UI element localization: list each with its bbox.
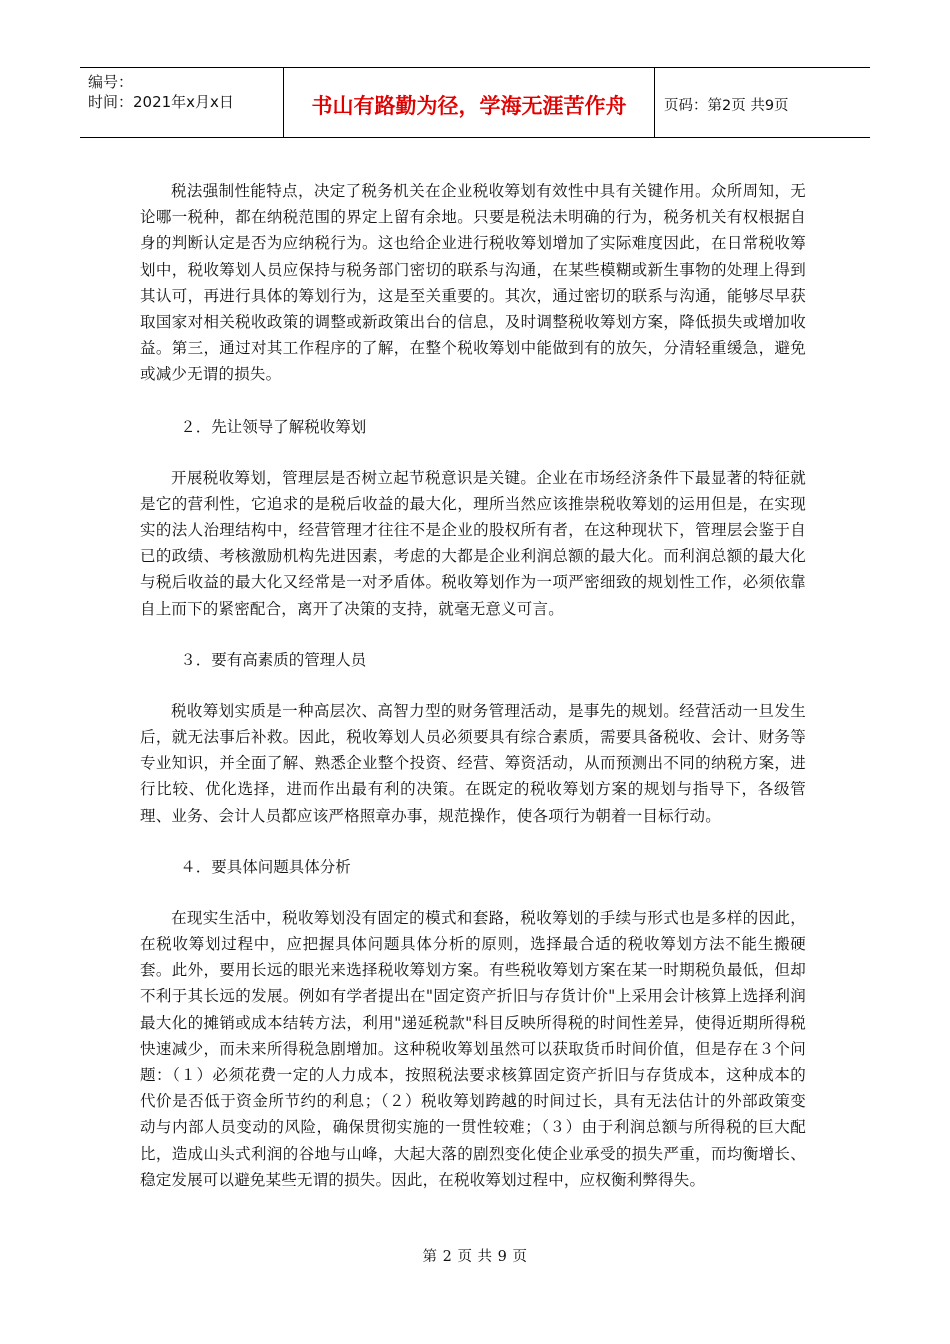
section-heading-3: ３．要有高素质的管理人员 <box>180 650 367 669</box>
header-info-cell <box>80 68 284 137</box>
document-number-label: 编号： <box>88 73 134 91</box>
header-motto: 书山有路勤为径，学海无涯苦作舟 <box>284 68 655 137</box>
page-footer: 第 2 页 共 9 页 <box>422 1249 528 1265</box>
page-header <box>80 67 870 138</box>
header-page-number: 页码：第2页 共9页 <box>664 98 789 114</box>
section-heading-4: ４．要具体问题具体分析 <box>180 857 351 876</box>
document-time-label: 时间：2021年x月x日 <box>88 93 234 111</box>
paragraph-leadership: 开展税收筹划，管理层是否树立起节税意识是关键。企业在市场经济条件下最显著的特征就是它的营利性，它追求的是税后收益的最大化，理所当然应该推崇税收筹划的运用但是，在实现实的法人治理结构中，经营管理才往往不是企业的股权所有者，在这种现状下，管理层会鉴于自已的政绩、考核激励机构先进因素，考虑的大都是企业利润总额的最大化。而利润总额的最大化与税后收益的最大化又经常是一对矛盾体。税收筹划作为一项严密细致的规划性工作，必须依靠自上而下的紧密配合，离开了决策的支持，就毫无意义可言。 <box>140 468 806 618</box>
document-body <box>140 178 806 1193</box>
paragraph-personnel: 税收筹划实质是一种高层次、高智力型的财务管理活动，是事先的规划。经营活动一旦发生后，就无法事后补救。因此，税收筹划人员必须要具有综合素质，需要具备税收、会计、财务等专业知识，并全面了解、熟悉企业整个投资、经营、筹资活动，从而预测出不同的纳税方案，进行比较、优化选择，进而作出最有利的决策。在既定的税收筹划方案的规划与指导下，各级管理、业务、会计人员都应该严格照章办事，规范操作，使各项行为朝着一目标行动。 <box>140 701 806 825</box>
section-heading-2: ２．先让领导了解税收筹划 <box>180 417 367 436</box>
paragraph-specific-analysis: 在现实生活中，税收筹划没有固定的模式和套路，税收筹划的手续与形式也是多样的因此，在税收筹划过程中，应把握具体问题具体分析的原则，选择最合适的税收筹划方法不能生搬硬套。此外，要用长远的眼光来选择税收筹划方案。有些税收筹划方案在某一时期税负最低，但却不利于其长远的发展。例如有学者提出在"固定资产折旧与存货计价"上采用会计核算上选择利润最大化的摊销或成本结转方法，利用"递延税款"科目反映所得税的时间性差异，使得近期所得税快速减少，而未来所得税急剧增加。这种税收筹划虽然可以获取货币时间价值，但是存在３个问题：（１）必须花费一定的人力成本，按照税法要求核算固定资产折旧与存货成本，这种成本的代价是否低于资金所节约的利息；（２）税收筹划跨越的时间过长，具有无法估计的外部政策变动与内部人员变动的风险，确保贯彻实施的一贯性较难；（３）由于利润总额与所得税的巨大配比，造成山头式利润的谷地与山峰，大起大落的剧烈变化使企业承受的损失严重，而均衡增长、稳定发展可以避免某些无谓的损失。因此，在税收筹划过程中，应权衡利弊得失。 <box>140 908 806 1189</box>
paragraph-tax-authority: 税法强制性能特点，决定了税务机关在企业税收筹划有效性中具有关键作用。众所周知，无论哪一税种，都在纳税范围的界定上留有余地。只要是税法未明确的行为，税务机关有权根据自身的判断认定是否为应纳税行为。这也给企业进行税收筹划增加了实际难度因此，在日常税收筹划中，税收筹划人员应保持与税务部门密切的联系与沟通，在某些模糊或新生事物的处理上得到其认可，再进行具体的筹划行为，这是至关重要的。其次，通过密切的联系与沟通，能够尽早获取国家对相关税收政策的调整或新政策出台的信息，及时调整税收筹划方案，降低损失或增加收益。第三，通过对其工作程序的了解，在整个税收筹划中能做到有的放矢，分清轻重缓急，避免或减少无谓的损失。 <box>140 182 806 384</box>
